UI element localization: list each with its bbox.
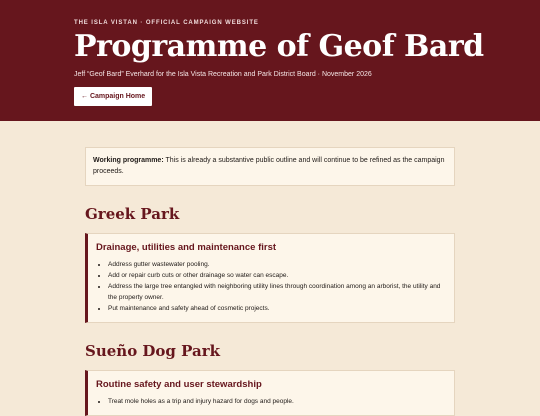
park-section-greek-park — [85, 205, 455, 323]
card-title: Routine safety and user stewardship — [96, 379, 262, 390]
list-item: • Put maintenance and safety ahead of cosmetic projects. — [108, 303, 444, 314]
notice-text: This is already a substantive public outline and will continue to be refined as the campaign proceeds. — [93, 157, 445, 175]
programme-list — [96, 396, 444, 407]
park-heading: Sueño Dog Park — [85, 342, 221, 360]
list-item: • Address gutter wastewater pooling. — [108, 259, 444, 270]
card-title: Drainage, utilities and maintenance first — [96, 242, 277, 253]
park-heading: Greek Park — [85, 205, 180, 223]
campaign-home-button[interactable]: ← Campaign Home — [74, 87, 152, 106]
programme-card — [85, 370, 455, 416]
list-item: • Address the large tree entangled with neighboring utility lines through coordination among an arborist, the utility and the property owner. — [108, 281, 444, 303]
list-item: • Treat mole holes as a trip and injury hazard for dogs and people. — [108, 396, 444, 407]
page-subtitle: Jeff “Geof Bard” Everhard for the Isla Vista Recreation and Park District Board · November 2026 — [74, 71, 372, 78]
programme-card — [85, 233, 455, 323]
main-content — [0, 121, 540, 416]
programme-list — [96, 259, 444, 314]
site-eyebrow: THE ISLA VISTAN · OFFICIAL CAMPAIGN WEBSITE — [74, 20, 259, 26]
working-programme-notice — [85, 147, 455, 186]
list-item: • Add or repair curb cuts or other drainage so water can escape. — [108, 270, 444, 281]
notice-label: Working programme: — [93, 157, 164, 164]
page-header — [0, 0, 540, 121]
page-title: Programme of Geof Bard — [74, 29, 484, 64]
